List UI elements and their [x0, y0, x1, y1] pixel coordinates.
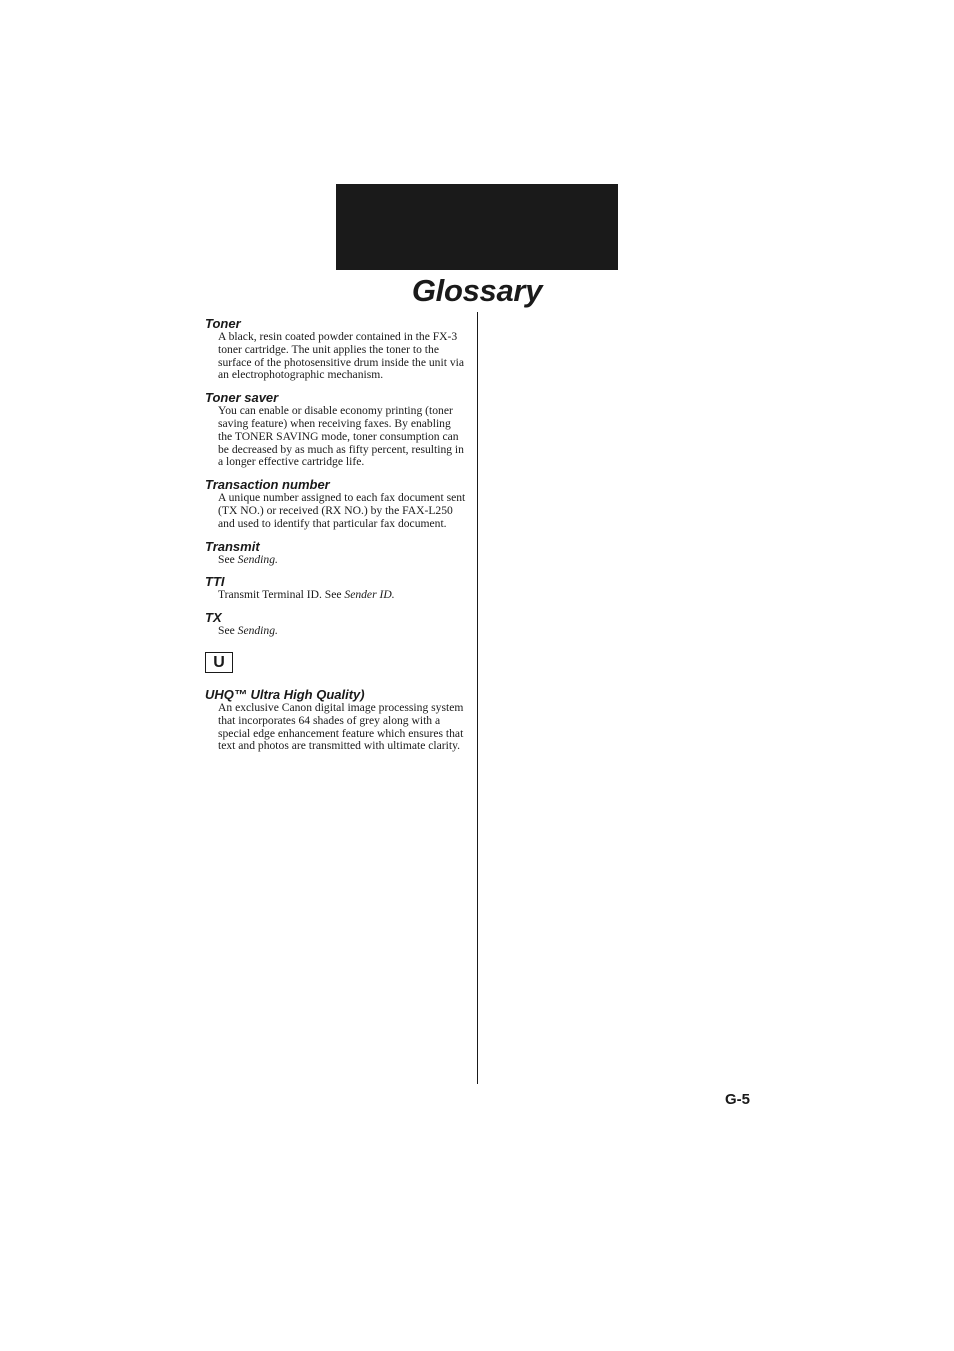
glossary-definition: You can enable or disable economy printing (toner saving feature) when receiving faxes. By enabling the TONER SAVING mode, toner consumption can be decreased by as much as fifty percent, resulting in a longer effective cartridge life. [218, 404, 464, 469]
cross-reference: Sending. [237, 552, 278, 566]
definition-text: Transmit Terminal ID. See [218, 588, 345, 602]
glossary-term: UHQ™ Ultra High Quality) [205, 686, 365, 702]
page-number: G-5 [724, 1091, 750, 1108]
column-divider [477, 312, 478, 1084]
glossary-definition: An exclusive Canon digital image processing system that incorporates 64 shades of grey along with a special edge enhancement feature which ensures that text and photos are transmitted with ultimate clarity. [218, 700, 464, 753]
glossary-entry-transmit [205, 539, 467, 567]
definition-text: See [218, 624, 238, 638]
glossary-entry-tti [205, 574, 467, 602]
glossary-entry-transaction-number [205, 477, 467, 530]
cross-reference: Sender ID. [344, 588, 395, 602]
glossary-definition: A unique number assigned to each fax document sent (TX NO.) or received (RX NO.) by the FAX-L250 and used to identify that particular fax document. [218, 491, 466, 530]
glossary-term: TX [205, 610, 222, 626]
page-title: Glossary [411, 273, 543, 308]
glossary-entry-toner [205, 316, 467, 382]
glossary-term: Toner [205, 316, 241, 331]
glossary-definition [218, 554, 467, 567]
glossary-entry-toner-saver [205, 390, 467, 469]
cross-reference: Sending. [237, 624, 278, 638]
glossary-entry-uhq [205, 687, 467, 753]
section-letter-box: U [205, 652, 233, 673]
glossary-term: TTI [205, 574, 225, 590]
header-black-block [336, 184, 618, 270]
definition-text: See [218, 552, 238, 566]
glossary-definition [218, 589, 467, 602]
glossary-entry-tx [205, 610, 467, 638]
glossary-term: Transmit [205, 538, 260, 554]
glossary-term: Toner saver [205, 390, 279, 406]
glossary-definition: A black, resin coated powder contained in the FX-3 toner cartridge. The unit applies the toner to the surface of the photosensitive drum inside the unit via an electrophotographic mechanism. [218, 330, 464, 382]
glossary-term: Transaction number [205, 477, 330, 493]
glossary-definition [218, 625, 467, 638]
glossary-left-column [205, 316, 467, 761]
